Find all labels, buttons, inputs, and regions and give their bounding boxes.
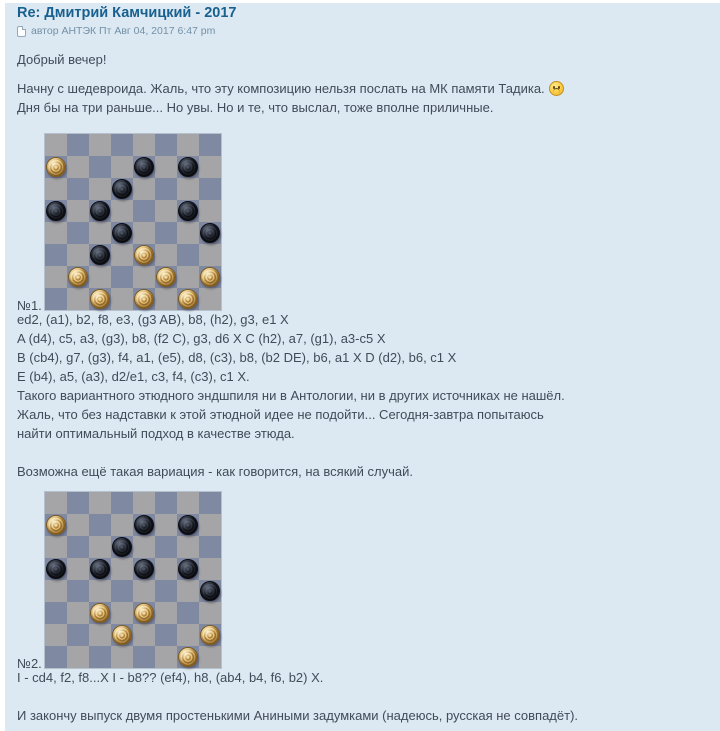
board-square [199, 244, 221, 266]
intro-paragraph [17, 79, 564, 117]
board-square [45, 492, 67, 514]
comment-paragraph-1 [17, 386, 565, 443]
white-checker-piece [178, 289, 198, 309]
board-square [199, 492, 221, 514]
white-checker-piece [134, 603, 154, 623]
board-square [177, 178, 199, 200]
board-square [89, 624, 111, 646]
black-checker-piece [112, 537, 132, 557]
board-square [89, 134, 111, 156]
black-checker-piece [90, 559, 110, 579]
board-square [199, 156, 221, 178]
board-square [67, 178, 89, 200]
post-page-icon [17, 26, 26, 37]
board-square [45, 134, 67, 156]
board-square [45, 244, 67, 266]
board-square [89, 156, 111, 178]
comment-1-line-2: Жаль, что без надставки к этой этюдной идее не подойти... Сегодня-завтра попытаюсь [17, 407, 544, 422]
board-square [177, 536, 199, 558]
white-checker-piece [200, 267, 220, 287]
board-square [89, 222, 111, 244]
black-checker-piece [134, 157, 154, 177]
black-checker-piece [178, 515, 198, 535]
black-checker-piece [178, 559, 198, 579]
board-square [155, 288, 177, 310]
board-square [67, 580, 89, 602]
board-square [45, 288, 67, 310]
white-checker-piece [46, 157, 66, 177]
notation-1-line-4: E (b4), a5, (a3), d2/e1, c3, f4, (c3), c1 X. [17, 369, 250, 384]
board-square [45, 624, 67, 646]
board-square [155, 178, 177, 200]
board-square [155, 624, 177, 646]
closing-paragraph: И закончу выпуск двумя простенькими Аниными задумками (надеюсь, русская не совпадёт). [17, 708, 579, 723]
board-square [45, 646, 67, 668]
board-square [133, 266, 155, 288]
post-title-link[interactable]: Re: Дмитрий Камчицкий - 2017 [17, 5, 237, 21]
board-square [177, 134, 199, 156]
board-square [111, 266, 133, 288]
board-square [111, 200, 133, 222]
board-square [177, 492, 199, 514]
board-square [199, 178, 221, 200]
board-square [67, 492, 89, 514]
author-text: автор АНТЭК Пт Авг 04, 2017 6:47 pm [31, 25, 216, 37]
black-checker-piece [46, 559, 66, 579]
white-checker-piece [200, 625, 220, 645]
board-square [155, 602, 177, 624]
board-square [133, 536, 155, 558]
board-square [177, 266, 199, 288]
board-square [45, 602, 67, 624]
notation-1-line-2: A (d4), c5, a3, (g3), b8, (f2 C), g3, d6 X C (h2), a7, (g1), a3-c5 X [17, 331, 386, 346]
black-checker-piece [90, 201, 110, 221]
board-square [177, 602, 199, 624]
board-square [67, 558, 89, 580]
board-square [133, 646, 155, 668]
board-square [133, 624, 155, 646]
board-square [89, 266, 111, 288]
notation-block-1 [17, 310, 456, 386]
black-checker-piece [46, 201, 66, 221]
diagram-2-label: №2. [17, 656, 42, 671]
board-square [45, 178, 67, 200]
board-square [67, 602, 89, 624]
board-square [133, 492, 155, 514]
comment-paragraph-2: Возможна ещё такая вариация - как говорится, на всякий случай. [17, 464, 413, 479]
board-square [67, 288, 89, 310]
board-square [155, 514, 177, 536]
black-checker-piece [134, 559, 154, 579]
board-square [133, 200, 155, 222]
board-square [111, 602, 133, 624]
board-square [67, 156, 89, 178]
board-square [199, 288, 221, 310]
board-square [155, 536, 177, 558]
board-square [89, 514, 111, 536]
board-square [67, 624, 89, 646]
board-square [89, 492, 111, 514]
board-square [155, 492, 177, 514]
notation-1-line-3: B (cb4), g7, (g3), f4, a1, (e5), d8, (c3), b8, (b2 DE), b6, a1 X D (d2), b6, c1 X [17, 350, 457, 365]
post-author-line [17, 25, 215, 37]
white-checker-piece [156, 267, 176, 287]
board-square [89, 178, 111, 200]
board-square [111, 514, 133, 536]
board-square [67, 244, 89, 266]
board-square [111, 134, 133, 156]
board-square [155, 200, 177, 222]
board-square [177, 244, 199, 266]
black-checker-piece [112, 179, 132, 199]
board-square [67, 536, 89, 558]
comment-1-line-3: найти оптимальный подход в качестве этюда. [17, 426, 295, 441]
white-checker-piece [178, 647, 198, 667]
board-square [45, 266, 67, 288]
white-checker-piece [46, 515, 66, 535]
diagram-1-label: №1. [17, 298, 42, 313]
board-square [155, 558, 177, 580]
board-square [199, 134, 221, 156]
checkers-board-2 [45, 492, 221, 668]
board-square [155, 134, 177, 156]
board-square [199, 200, 221, 222]
post-panel [5, 3, 720, 731]
black-checker-piece [200, 581, 220, 601]
white-checker-piece [112, 625, 132, 645]
board-square [133, 580, 155, 602]
greeting-text: Добрый вечер! [17, 52, 107, 67]
board-square [155, 244, 177, 266]
board-square [111, 156, 133, 178]
checkers-board-1 [45, 134, 221, 310]
board-square [155, 580, 177, 602]
board-square [155, 222, 177, 244]
sad-smiley-icon [549, 81, 564, 96]
board-square [111, 646, 133, 668]
board-square [67, 514, 89, 536]
board-square [67, 200, 89, 222]
board-square [177, 580, 199, 602]
board-square [45, 580, 67, 602]
board-square [89, 536, 111, 558]
board-square [155, 156, 177, 178]
board-square [67, 646, 89, 668]
board-square [67, 134, 89, 156]
notation-1-line-1: ed2, (a1), b2, f8, e3, (g3 AB), b8, (h2), g3, e1 X [17, 312, 289, 327]
board-square [89, 580, 111, 602]
black-checker-piece [178, 157, 198, 177]
board-square [111, 244, 133, 266]
black-checker-piece [134, 515, 154, 535]
intro-line-1: Начну с шедевроида. Жаль, что эту композицию нельзя послать на МК памяти Тадика. [17, 79, 564, 98]
board-square [67, 222, 89, 244]
comment-1-line-1: Такого вариантного этюдного эндшпиля ни в Антологии, ни в других источниках не нашёл. [17, 388, 565, 403]
board-square [177, 222, 199, 244]
board-square [199, 514, 221, 536]
board-square [177, 624, 199, 646]
board-square [133, 134, 155, 156]
black-checker-piece [178, 201, 198, 221]
notation-block-2: I - cd4, f2, f8...X I - b8?? (ef4), h8, (ab4, b4, f6, b2) X. [17, 670, 324, 685]
board-square [133, 178, 155, 200]
board-square [199, 646, 221, 668]
board-square [111, 288, 133, 310]
board-square [111, 558, 133, 580]
board-square [199, 536, 221, 558]
board-square [45, 222, 67, 244]
white-checker-piece [134, 289, 154, 309]
white-checker-piece [68, 267, 88, 287]
black-checker-piece [200, 223, 220, 243]
white-checker-piece [90, 603, 110, 623]
black-checker-piece [112, 223, 132, 243]
board-square [111, 580, 133, 602]
board-square [199, 602, 221, 624]
board-square [111, 492, 133, 514]
black-checker-piece [90, 245, 110, 265]
white-checker-piece [134, 245, 154, 265]
white-checker-piece [90, 289, 110, 309]
intro-line-2: Дня бы на три раньше... Но увы. Но и те, что выслал, тоже вполне приличные. [17, 100, 494, 115]
board-square [45, 536, 67, 558]
board-square [89, 646, 111, 668]
board-square [199, 558, 221, 580]
board-square [155, 646, 177, 668]
board-square [133, 222, 155, 244]
